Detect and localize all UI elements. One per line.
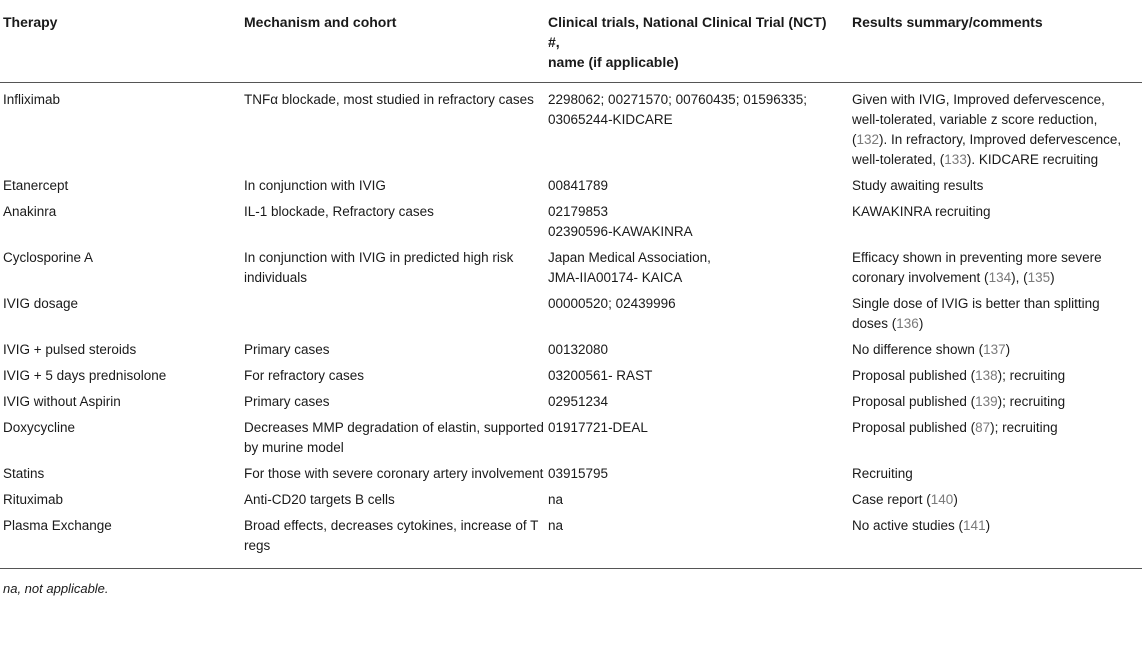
cell-clinical-trials: 03200561- RAST	[548, 368, 653, 383]
reference-link[interactable]: 134	[988, 270, 1012, 285]
results-text: )	[985, 518, 991, 533]
reference-link[interactable]: 87	[975, 420, 991, 435]
header-therapy: Therapy	[3, 14, 58, 30]
cell-mechanism: IL-1 blockade, Refractory cases	[244, 204, 434, 219]
table-row	[0, 392, 1142, 412]
reference-link[interactable]: 135	[1027, 270, 1051, 285]
cell-results	[852, 464, 1142, 484]
cell-clinical-trials: na	[548, 518, 564, 533]
table-body	[0, 83, 1142, 568]
cell-therapy: Rituximab	[3, 492, 64, 507]
table-row	[0, 90, 1142, 170]
cell-mechanism: Primary cases	[244, 342, 330, 357]
cell-therapy: IVIG dosage	[3, 296, 79, 311]
cell-results	[852, 202, 1142, 242]
reference-link[interactable]: 137	[983, 342, 1006, 357]
cell-therapy: IVIG without Aspirin	[3, 394, 121, 409]
results-text: No difference shown (	[852, 342, 984, 357]
table-row	[0, 490, 1142, 510]
cell-results	[852, 490, 1142, 510]
cell-results	[852, 392, 1142, 412]
cell-mechanism: Anti-CD20 targets B cells	[244, 492, 395, 507]
cell-mechanism: TNFα blockade, most studied in refractory cases	[244, 92, 534, 107]
cell-results	[852, 176, 1142, 196]
cell-clinical-trials: 01917721-DEAL	[548, 420, 648, 435]
results-text: Proposal published (	[852, 420, 976, 435]
reference-link[interactable]: 138	[975, 368, 998, 383]
reference-link[interactable]: 140	[930, 492, 954, 507]
results-text: Proposal published (	[852, 368, 976, 383]
cell-therapy: Etanercept	[3, 178, 69, 193]
cell-mechanism: Primary cases	[244, 394, 330, 409]
cell-results	[852, 516, 1142, 556]
cell-results	[852, 248, 1142, 288]
cell-mechanism: In conjunction with IVIG in predicted high risk individuals	[244, 250, 514, 285]
results-text: )	[1005, 342, 1011, 357]
cell-clinical-trials: 00000520; 02439996	[548, 296, 676, 311]
table-row	[0, 418, 1142, 458]
table-row	[0, 176, 1142, 196]
results-text: No active studies (	[852, 518, 964, 533]
cell-clinical-trials: 2298062; 00271570; 00760435; 01596335; 03065244-KIDCARE	[548, 92, 808, 127]
table-row	[0, 366, 1142, 386]
cell-therapy: Infliximab	[3, 92, 61, 107]
cell-therapy: Statins	[3, 466, 45, 481]
cell-clinical-trials: 03915795	[548, 466, 609, 481]
cell-results	[852, 294, 1142, 334]
reference-link[interactable]: 132	[856, 132, 880, 147]
cell-mechanism	[244, 294, 548, 334]
cell-results	[852, 340, 1142, 360]
results-text: )	[918, 316, 924, 331]
cell-mechanism: For refractory cases	[244, 368, 365, 383]
results-text: Single dose of IVIG is better than splitting doses (	[852, 296, 1100, 331]
table-row	[0, 248, 1142, 288]
reference-link[interactable]: 139	[975, 394, 998, 409]
cell-results	[852, 418, 1142, 458]
cell-therapy: Plasma Exchange	[3, 518, 112, 533]
table-row	[0, 464, 1142, 484]
results-text: ); recruiting	[990, 420, 1058, 435]
reference-link[interactable]: 133	[944, 152, 967, 167]
cell-clinical-trials: Japan Medical Association, JMA-IIA00174- KAICA	[548, 250, 711, 285]
results-text: )	[953, 492, 958, 507]
cell-mechanism: For those with severe coronary artery involvement	[244, 466, 544, 481]
table-row	[0, 516, 1142, 556]
results-text: KAWAKINRA recruiting	[852, 204, 991, 219]
results-text: Recruiting	[852, 466, 913, 481]
reference-link[interactable]: 136	[896, 316, 919, 331]
results-text: Study awaiting results	[852, 178, 984, 193]
results-text: ); recruiting	[997, 394, 1066, 409]
cell-clinical-trials: 00132080	[548, 342, 609, 357]
table-row	[0, 294, 1142, 334]
results-text: )	[1050, 270, 1055, 285]
cell-therapy: Doxycycline	[3, 420, 76, 435]
table-row	[0, 202, 1142, 242]
table-header-row	[0, 0, 1142, 82]
header-clinical-trials: Clinical trials, National Clinical Trial (NCT) #, name (if applicable)	[548, 14, 827, 70]
results-text: Given with IVIG, Improved defervescence, well-tolerated, variable z score reduction, (	[852, 92, 1105, 147]
header-mechanism: Mechanism and cohort	[244, 14, 397, 30]
table-row	[0, 340, 1142, 360]
cell-clinical-trials: 02179853 02390596-KAWAKINRA	[548, 204, 693, 239]
cell-results	[852, 90, 1142, 170]
header-results: Results summary/comments	[852, 14, 1043, 30]
results-text: ), (	[1011, 270, 1028, 285]
cell-therapy: Anakinra	[3, 204, 57, 219]
cell-mechanism: Broad effects, decreases cytokines, increase of T regs	[244, 518, 539, 553]
results-text: Efficacy shown in preventing more severe coronary involvement (	[852, 250, 1102, 285]
cell-therapy: IVIG + pulsed steroids	[3, 342, 137, 357]
results-text: ); recruiting	[997, 368, 1066, 383]
cell-therapy: IVIG + 5 days prednisolone	[3, 368, 167, 383]
results-text: Case report (	[852, 492, 931, 507]
cell-clinical-trials: 00841789	[548, 178, 609, 193]
reference-link[interactable]: 141	[963, 518, 986, 533]
results-text: ). KIDCARE recruiting	[966, 152, 1099, 167]
cell-clinical-trials: na	[548, 492, 564, 507]
cell-results	[852, 366, 1142, 386]
cell-mechanism: In conjunction with IVIG	[244, 178, 386, 193]
cell-therapy: Cyclosporine A	[3, 250, 94, 265]
table-footnote: na, not applicable.	[3, 581, 109, 596]
cell-mechanism: Decreases MMP degradation of elastin, supported by murine model	[244, 420, 544, 455]
results-text: ). In refractory, Improved defervescence, well-tolerated, (	[852, 132, 1122, 167]
results-text: Proposal published (	[852, 394, 976, 409]
cell-clinical-trials: 02951234	[548, 394, 609, 409]
